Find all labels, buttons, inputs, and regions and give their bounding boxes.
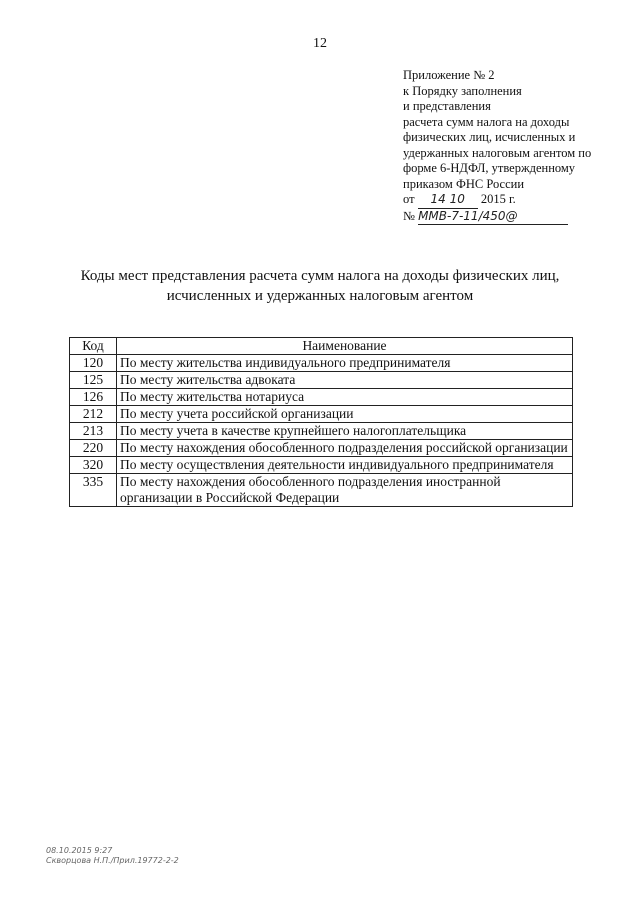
appendix-line: удержанных налоговым агентом по — [403, 145, 592, 160]
row-name: По месту учета российской организации — [117, 406, 573, 423]
date-suffix: 2015 г. — [480, 192, 516, 206]
number-handwritten: ММВ-7-11/450@ — [418, 208, 518, 223]
date-prefix: от — [403, 192, 415, 206]
date-handwritten: 14 10 — [430, 192, 465, 206]
table-row — [70, 372, 573, 389]
title-line: Коды мест представления расчета сумм налога на доходы физических лиц, — [80, 268, 560, 284]
codes-table — [69, 337, 573, 507]
appendix-line: приказом ФНС России — [403, 176, 525, 191]
footer-line: 08.10.2015 9:27 — [46, 846, 113, 855]
header-code: Код — [70, 338, 117, 355]
appendix-line: к Порядку заполнения — [403, 83, 522, 98]
table-row — [70, 389, 573, 406]
table-row — [70, 474, 573, 507]
appendix-line: Приложение № 2 — [403, 68, 495, 82]
row-code: 335 — [70, 474, 117, 507]
row-code: 320 — [70, 457, 117, 474]
row-name: По месту нахождения обособленного подразделения иностранной организации в Российской Федерации — [117, 474, 573, 507]
row-code: 220 — [70, 440, 117, 457]
date-handwritten-field — [418, 192, 478, 209]
row-name: По месту жительства адвоката — [117, 372, 573, 389]
row-code: 125 — [70, 372, 117, 389]
table-header-row — [70, 338, 573, 355]
appendix-line: расчета сумм налога на доходы — [403, 114, 570, 129]
row-name: По месту учета в качестве крупнейшего налогоплательщика — [117, 423, 573, 440]
table-row — [70, 423, 573, 440]
footer-stamp — [46, 846, 179, 866]
order-date-line — [403, 192, 613, 209]
table-row — [70, 440, 573, 457]
table-row — [70, 406, 573, 423]
number-prefix: № — [403, 208, 415, 223]
document-title — [40, 266, 600, 306]
appendix-line: и представления — [403, 99, 491, 113]
row-code: 212 — [70, 406, 117, 423]
page-number: 12 — [313, 36, 327, 51]
table-row — [70, 457, 573, 474]
row-name: По месту жительства индивидуального предпринимателя — [117, 355, 573, 372]
footer-line: Скворцова Н.П./Прил.19772-2-2 — [46, 856, 179, 865]
order-number-line — [403, 209, 613, 226]
appendix-line: форме 6-НДФЛ, утвержденному — [403, 161, 576, 175]
appendix-line: физических лиц, исчисленных и — [403, 130, 576, 144]
row-code: 213 — [70, 423, 117, 440]
row-name: По месту жительства нотариуса — [117, 389, 573, 406]
number-handwritten-field — [418, 209, 568, 226]
row-name: По месту нахождения обособленного подразделения российской организации — [117, 440, 573, 457]
row-name: По месту осуществления деятельности индивидуального предпринимателя — [117, 457, 573, 474]
row-code: 126 — [70, 389, 117, 406]
title-line: исчисленных и удержанных налоговым агентом — [166, 288, 474, 304]
row-code: 120 — [70, 355, 117, 372]
header-name: Наименование — [117, 338, 573, 355]
appendix-block — [403, 68, 613, 225]
table-row — [70, 355, 573, 372]
